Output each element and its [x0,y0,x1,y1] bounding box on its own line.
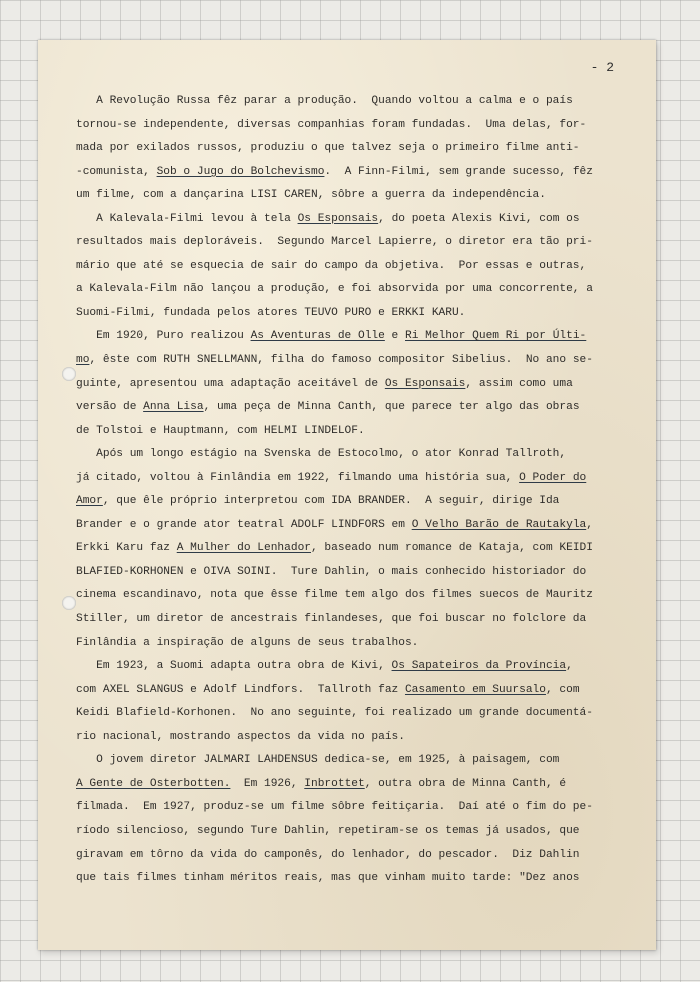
page-number: - 2 [590,60,614,75]
text-segment: , baseado num romance de Kataja, com KEIDI [311,542,593,555]
text-segment: , assim como uma [465,377,573,390]
punch-hole [62,367,76,381]
text-segment: , êste com RUTH SNELLMANN, filha do famoso compositor Sibelius. No ano se- [89,354,593,367]
text-segment: a Kalevala-Film não lançou a produção, e foi absorvida por uma concorrente, a [76,283,593,296]
text-segment: A Revolução Russa fêz parar a produção. Quando voltou a calma e o país [76,95,573,107]
underlined-title: O Poder do [519,471,587,484]
underlined-title: Amor [76,495,103,508]
text-segment: Brander e o grande ator teatral ADOLF LINDFORS em [76,518,412,531]
punch-hole [62,596,76,610]
text-segment: resultados mais deploráveis. Segundo Marcel Lapierre, o diretor era tão pri- [76,236,593,249]
text-segment: rio nacional, mostrando aspectos da vida no país. [76,730,405,743]
text-segment: guinte, apresentou uma adaptação aceitável de [76,377,385,390]
underlined-title: Anna Lisa [143,401,204,414]
underlined-title: Os Sapateiros da Província [391,660,567,673]
text-line [76,844,641,868]
text-segment: Erkki Karu faz [76,542,177,555]
text-segment: -comunista, [76,165,157,178]
text-line [76,137,641,161]
underlined-title: As Aventuras de Olle [250,330,385,343]
text-segment: mário que até se esquecia de sair do campo da objetiva. Por essas e outras, [76,259,587,272]
text-line [76,184,641,208]
underlined-title: Os Esponsais [297,212,379,225]
underlined-title: mo [76,354,90,367]
text-segment: . A Finn-Filmi, sem grande sucesso, fêz [324,165,593,178]
text-segment: A Kalevala-Filmi levou à tela [76,212,298,225]
text-line [76,655,641,679]
underlined-title: Inbrottet [304,777,365,790]
text-segment: O jovem diretor JALMARI LAHDENSUS dedica-se, em 1925, à paisagem, com [76,754,560,767]
underlined-title: A Mulher do Lenhador [176,542,311,555]
underlined-title: O Velho Barão de Rautakyla [411,518,587,531]
text-line [76,255,641,279]
underlined-title: Sob o Jugo do Bolchevismo [156,165,325,178]
text-segment: ríodo silencioso, segundo Ture Dahlin, repetiram-se os temas já usados, que [76,824,580,837]
text-segment: , uma peça de Minna Canth, que parece ter algo das obras [203,401,580,414]
text-segment: Em 1923, a Suomi adapta outra obra de Kivi, [76,660,392,673]
text-segment: já citado, voltou à Finlândia em 1922, filmando uma história sua, [76,471,520,484]
text-line [76,161,641,185]
text-segment: , outra obra de Minna Canth, é [364,777,567,790]
text-line [76,231,641,255]
underlined-title: A Gente de Osterbotten. [76,777,231,790]
text-segment: Stiller, um diretor de ancestrais finlandeses, que foi buscar no folclore da [76,613,587,626]
underlined-title: Ri Melhor Quem Ri por Últi- [405,330,587,343]
text-segment: de Tolstoi e Hauptmann, com HELMI LINDELOF. [76,424,365,437]
text-segment: Keidi Blafield-Korhonen. No ano seguinte, foi realizado um grande documentá- [76,707,593,720]
text-segment: filmada. Em 1927, produz-se um filme sôbre feitiçaria. Daí até o fim do pe- [76,801,593,814]
text-segment: Suomi-Filmi, fundada pelos atores TEUVO PURO e ERKKI KARU. [76,306,466,319]
text-segment: com AXEL SLANGUS e Adolf Lindfors. Tallroth faz [76,683,405,696]
text-segment: giravam em tôrno da vida do camponês, do lenhador, do pescador. Diz Dahlin [76,848,580,861]
typewritten-page [38,40,656,950]
text-line [76,584,641,608]
text-line [76,373,641,397]
underlined-title: Os Esponsais [384,377,466,390]
text-segment: Em 1926, [230,777,305,790]
text-segment: Em 1920, Puro realizou [76,330,251,343]
text-line [76,632,641,656]
text-segment: , com [545,683,580,696]
text-line [76,325,641,349]
text-line [76,278,641,302]
text-line [76,749,641,773]
text-line [76,302,641,326]
text-line [76,514,641,538]
text-segment: , do poeta Alexis Kivi, com os [378,212,580,225]
text-line [76,773,641,797]
text-line [76,467,641,491]
text-segment: tornou-se independente, diversas companhias foram fundadas. Uma delas, for- [76,118,587,131]
text-segment: BLAFIED-KORHONEN e OIVA SOINI. Ture Dahlin, o mais conhecido historiador do [76,565,587,578]
text-line [76,114,641,138]
text-line [76,679,641,703]
text-line [76,537,641,561]
text-line [76,820,641,844]
text-segment: que tais filmes tinham méritos reais, mas que vinham muito tarde: "Dez anos [76,872,580,885]
text-line [76,208,641,232]
text-segment: cinema escandinavo, nota que êsse filme tem algo dos filmes suecos de Mauritz [76,589,593,602]
text-line [76,608,641,632]
text-line [76,726,641,750]
text-segment: mada por exilados russos, produziu o que talvez seja o primeiro filme anti- [76,142,580,155]
text-segment: e [384,330,405,343]
text-segment: , [586,518,593,531]
text-segment: versão de [76,401,144,414]
text-segment: Após um longo estágio na Svenska de Estocolmo, o ator Konrad Tallroth, [76,448,567,461]
text-line [76,443,641,467]
text-line [76,90,641,114]
text-line [76,796,641,820]
text-line [76,561,641,585]
text-line [76,867,641,891]
text-line [76,702,641,726]
text-segment: , que êle próprio interpretou com IDA BRANDER. A seguir, dirige Ida [102,495,560,508]
text-line [76,396,641,420]
text-segment: Finlândia a inspiração de alguns de seus trabalhos. [76,636,419,649]
underlined-title: Casamento em Suursalo [404,683,546,696]
text-segment: um filme, com a dançarina LISI CAREN, sôbre a guerra da independência. [76,189,546,202]
text-line [76,490,641,514]
text-line [76,349,641,373]
body-text [76,90,641,891]
text-line [76,420,641,444]
text-segment: , [566,660,573,673]
